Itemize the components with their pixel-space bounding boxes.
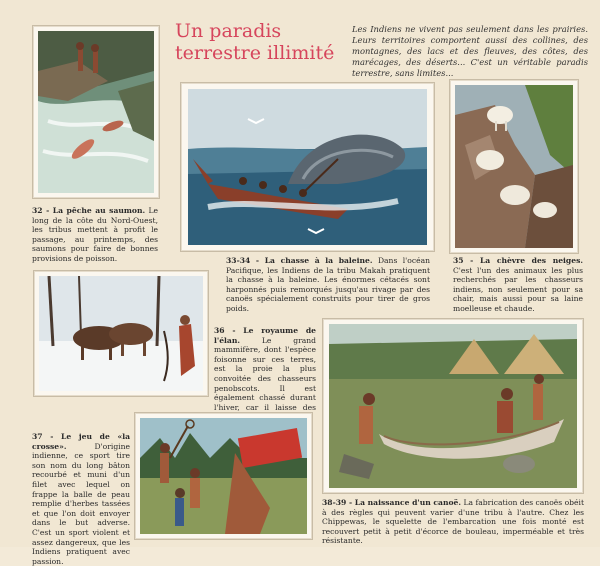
caption-goat	[453, 256, 583, 314]
card-whale-picture	[180, 82, 435, 252]
card-goat-picture	[449, 79, 579, 254]
caption-moose-title: 36 - Le royaume de l'élan.	[214, 326, 316, 345]
card-salmon-picture	[32, 25, 160, 199]
caption-salmon-title: 32 - La pêche au saumon.	[32, 206, 146, 215]
card-canoe-picture	[322, 318, 584, 494]
caption-lacrosse	[32, 432, 130, 566]
title-line-1: Un paradis	[175, 20, 282, 42]
caption-moose	[214, 326, 316, 422]
salmon-fishing-illustration	[38, 31, 154, 193]
caption-whale-title: 33-34 - La chasse à la baleine.	[226, 256, 373, 265]
caption-salmon	[32, 206, 158, 264]
page-title	[175, 20, 345, 64]
mountain-goat-illustration	[455, 85, 573, 248]
caption-lacrosse-text: D'origine indienne, ce sport tire son nom du long bâton recourbé et muni d'un filet avec lequel on frappe la balle de peau remplie d'herbes tassées et que l'on doit envoyer dans le but adverse. C'est un sport violent et assez dangereux, que les Indiens pratiquent avec passion.	[32, 441, 130, 566]
card-moose-picture	[33, 270, 209, 397]
canoe-building-illustration	[329, 324, 577, 488]
caption-salmon-text: Le long de la côte du Nord-Ouest, les tribus mettent à profit le passage, au printemps, des saumons pour faire de bonnes provisions de poisson.	[32, 206, 158, 263]
caption-canoe-title: 38-39 - La naissance d'un canoë.	[322, 498, 462, 507]
whale-hunt-illustration	[188, 89, 427, 245]
title-line-2: terrestre illimité	[175, 42, 335, 64]
caption-goat-text: C'est l'un des animaux les plus recherchés par les chasseurs indiens, non seulement pour sa chair, mais aussi pour sa laine moelleuse et chaude.	[453, 265, 583, 313]
intro-text: Les Indiens ne vivent pas seulement dans les prairies. Leurs territoires comportent aussi des collines, des montagnes, des lacs et des fleuves, des côtes, des marécages, des déserts... C'est un véritable paradis terrestre, sans limites...	[352, 24, 588, 78]
caption-whale-text: Dans l'océan Pacifique, les Indiens de la tribu Makah pratiquent la chasse à la baleine. Les énormes cétacés sont harponnés puis remorqués jusqu'au rivage par des canoës spécialement construits pour tirer de gros poids.	[226, 256, 431, 313]
caption-whale	[226, 256, 430, 314]
caption-lacrosse-title: 37 - Le jeu de «la crosse».	[32, 432, 130, 451]
lacrosse-game-illustration	[140, 418, 307, 534]
caption-goat-title: 35 - La chèvre des neiges.	[453, 256, 583, 265]
card-lacrosse-picture	[134, 412, 313, 540]
moose-hunt-illustration	[39, 276, 203, 391]
caption-canoe	[322, 498, 584, 546]
caption-moose-text: Le grand mammifère, dont l'espèce foisonne sur ces terres, est la proie la plus convoitée des chasseurs penobscots. Il est également chassé durant l'hiver, car il laisse des	[214, 335, 316, 412]
caption-canoe-text: La fabrication des canoës obéit à des règles qui peuvent varier d'une tribu à l'autre. Chez les Chippewas, le squelette de l'embarcation une fois monté est recouvert petit à petit d'écorce de bouleau, imperméable et très résistante.	[322, 498, 584, 546]
